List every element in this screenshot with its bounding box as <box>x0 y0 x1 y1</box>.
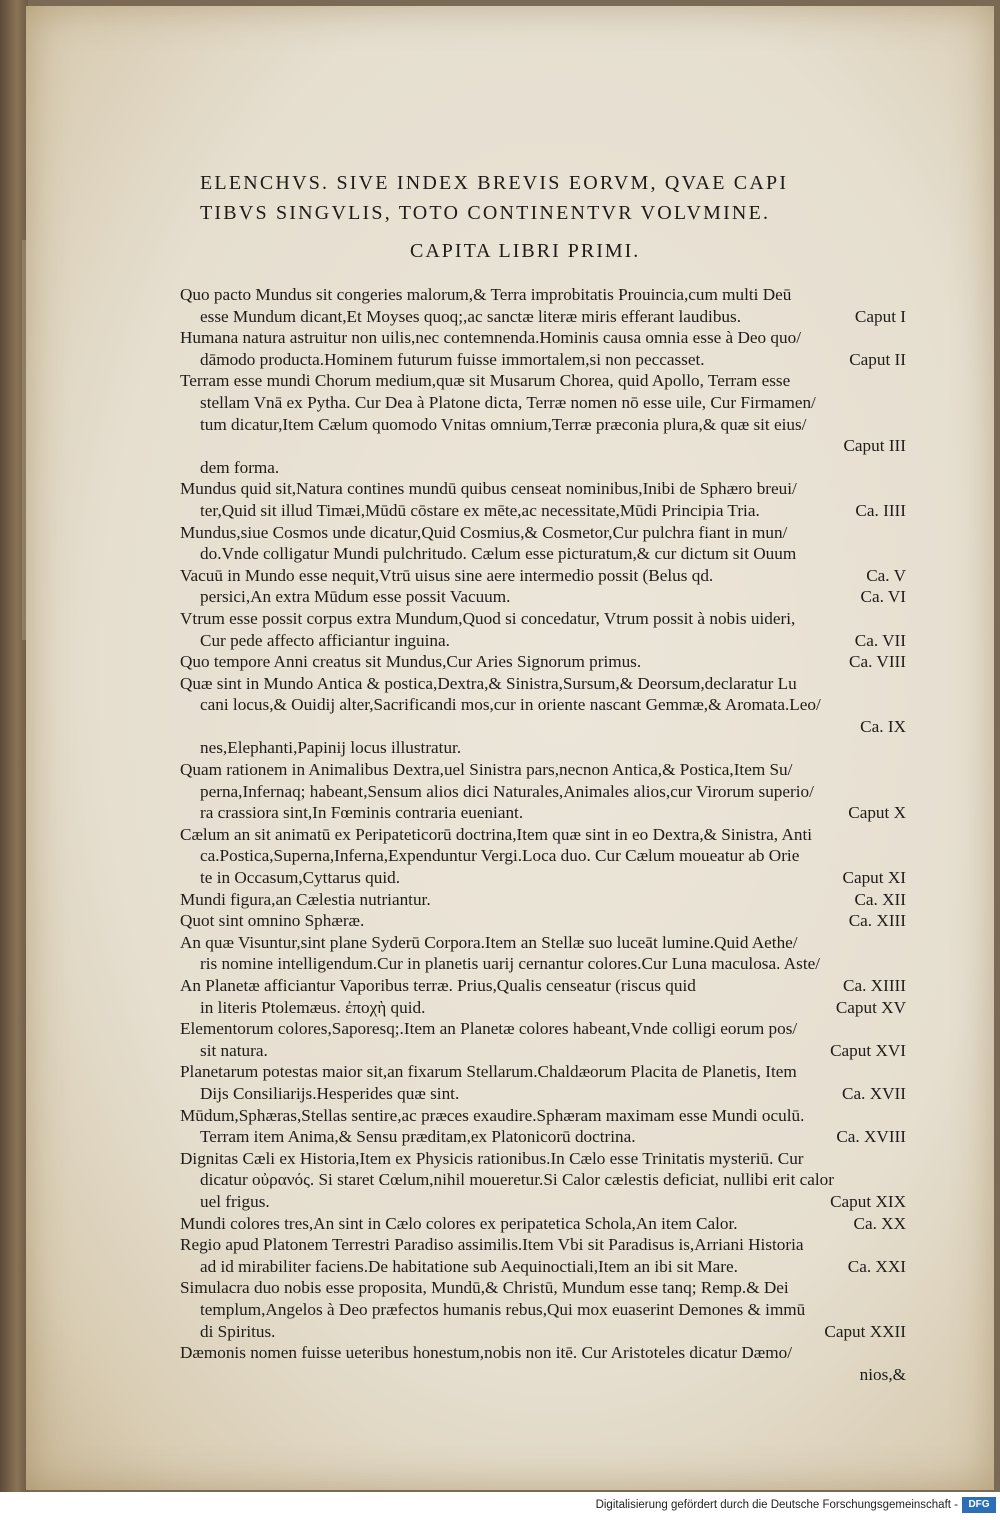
index-line <box>180 586 906 608</box>
entry-text: Quam rationem in Animalibus Dextra,uel Sinistra pars,necnon Antica,& Postica,Item Su/ <box>180 760 793 780</box>
entry-text: Mundus,siue Cosmos unde dicatur,Quid Cosmius,& Cosmetor,Cur pulchra fiant in mun/ <box>180 522 788 542</box>
chapter-ref: Caput I <box>854 306 906 326</box>
chapter-ref: Caput XI <box>842 868 906 888</box>
chapter-ref: Ca. VI <box>860 587 906 607</box>
index-line <box>180 673 906 695</box>
entry-text: Vtrum esse possit corpus extra Mundum,Quod si concedatur, Vtrum possit à nobis uideri, <box>180 608 796 628</box>
index-line <box>180 392 906 414</box>
entry-text: in literis Ptolemæus. ἐποχὴ quid. <box>200 997 426 1017</box>
entry-text: uel frigus. <box>200 1191 270 1211</box>
index-line <box>180 845 906 867</box>
index-line <box>180 651 906 673</box>
chapter-ref: Ca. IX <box>860 716 906 736</box>
entry-text: Terram item Anima,& Sensu præditam,ex Platonicorū doctrina. <box>200 1127 636 1147</box>
index-line <box>180 1191 906 1213</box>
index-line <box>180 1018 906 1040</box>
entry-text: An quæ Visuntur,sint plane Syderū Corpora.Item an Stellæ suo luceāt lumine.Quid Aethe/ <box>180 932 798 952</box>
entry-text: ad id mirabiliter faciens.De habitatione sub Aequinoctiali,Item an ibi sit Mare. <box>200 1256 738 1276</box>
footer-bar <box>0 1492 1000 1520</box>
entry-text: Planetarum potestas maior sit,an fixarum Stellarum.Chaldæorum Placita de Planetis, Item <box>180 1062 797 1082</box>
index-line <box>180 975 906 997</box>
chapter-ref: Ca. IIII <box>855 500 906 520</box>
index-line <box>180 953 906 975</box>
index-line <box>180 1061 906 1083</box>
chapter-ref: Caput II <box>849 349 906 369</box>
entry-text: Quot sint omnino Sphæræ. <box>180 911 365 931</box>
chapter-ref: Caput XVI <box>830 1040 906 1060</box>
entry-text: Mūdum,Sphæras,Stellas sentire,ac præces exaudire.Sphæram maximam esse Mundi oculū. <box>180 1105 805 1125</box>
index-line <box>180 1126 906 1148</box>
entry-text: Quo pacto Mundus sit congeries malorum,& Terra improbitatis Prouincia,cum multi Deū <box>180 285 792 304</box>
index-line <box>180 759 906 781</box>
index-line <box>180 500 906 522</box>
page-title <box>200 168 850 228</box>
index-line <box>180 370 906 392</box>
chapter-ref: Caput X <box>848 803 906 823</box>
index-line <box>180 1040 906 1062</box>
chapter-ref: Ca. XVIII <box>836 1127 906 1147</box>
title-line-2: TIBVS SINGVLIS, TOTO CONTINENTVR VOLVMINE. <box>200 202 771 224</box>
entry-text: An Planetæ afficiantur Vaporibus terræ. Prius,Qualis censeatur (riscus quid <box>180 976 696 995</box>
entry-text: sit natura. <box>200 1040 268 1060</box>
entry-text: Cælum an sit animatū ex Peripateticorū doctrina,Item quæ sint in eo Dextra,& Sinistra, Anti <box>180 824 813 844</box>
entry-text: Quo tempore Anni creatus sit Mundus,Cur Aries Signorum primus. <box>180 652 642 672</box>
entry-text: cani locus,& Ouidij alter,Sacrificandi mos,cur in oriente nascant Gemmæ,& Aromata.Leo/ <box>200 695 821 715</box>
chapter-ref: Ca. XIIII <box>843 976 906 995</box>
index-line <box>180 824 906 846</box>
index-line <box>180 694 906 716</box>
chapter-ref: Ca. XIII <box>848 911 906 931</box>
entry-text: ca.Postica,Superna,Inferna,Expenduntur Vergi.Loca duo. Cur Cælum moueatur ab Orie <box>200 846 800 866</box>
chapter-ref: Ca. XII <box>854 889 906 909</box>
dfg-logo: DFG <box>962 1497 996 1513</box>
index-line <box>180 349 906 371</box>
entry-text: dicatur οὐρανός. Si staret Cœlum,nihil moueretur.Si Calor cælestis deficiat, nullibi erit calor <box>200 1170 834 1190</box>
chapter-ref: Ca. V <box>866 565 906 585</box>
entry-text: nes,Elephanti,Papinij locus illustratur. <box>200 738 462 758</box>
entry-text: persici,An extra Mūdum esse possit Vacuum. <box>200 587 511 607</box>
entry-text: templum,Angelos à Deo præfectos humanis rebus,Qui mox euaserint Demones & immū <box>200 1299 806 1319</box>
index-line <box>180 716 906 738</box>
index-line <box>180 1148 906 1170</box>
entry-text: Mundus quid sit,Natura contines mundū quibus censeat nominibus,Inibi de Sphæro breui/ <box>180 479 797 499</box>
entry-text: Dignitas Cæli ex Historia,Item ex Physicis rationibus.In Cælo esse Trinitatis mysteriū. Cur <box>180 1148 804 1168</box>
index-line <box>180 1169 906 1191</box>
entry-text: Dæmonis nomen fuisse ueteribus honestum,nobis non itē. Cur Aristoteles dicatur Dæmo/ <box>180 1343 793 1363</box>
index-line <box>180 1342 906 1364</box>
index-line <box>180 889 906 911</box>
entry-text: Simulacra duo nobis esse proposita, Mundū,& Christū, Mundum esse tanq; Remp.& Dei <box>180 1278 789 1298</box>
entry-text: Mundi colores tres,An sint in Cælo colores ex peripatetica Schola,An item Calor. <box>180 1213 738 1233</box>
chapter-ref: Caput III <box>843 436 906 456</box>
index-line <box>180 997 906 1019</box>
chapter-ref: Ca. VII <box>854 630 906 650</box>
index-entries <box>180 284 906 1385</box>
entry-text: Dijs Consiliarijs.Hesperides quæ sint. <box>200 1083 460 1103</box>
index-line <box>180 932 906 954</box>
chapter-ref: Ca. XVII <box>842 1083 906 1103</box>
entry-text: Regio apud Platonem Terrestri Paradiso assimilis.Item Vbi sit Paradisus is,Arriani Historia <box>180 1235 804 1255</box>
index-line <box>180 457 906 479</box>
entry-text: perna,Infernaq; habeant,Sensum alios dici Naturales,Animales alios,cur Virorum superio/ <box>200 781 814 801</box>
footer-text: Digitalisierung gefördert durch die Deutsche Forschungsgemeinschaft - <box>595 1499 958 1511</box>
index-line <box>180 435 906 457</box>
index-line <box>180 802 906 824</box>
entry-text: Mundi figura,an Cælestia nutriantur. <box>180 889 431 909</box>
chapter-ref: Ca. XXI <box>847 1256 906 1276</box>
entry-text: di Spiritus. <box>200 1321 276 1341</box>
chapter-ref: Ca. XX <box>853 1213 906 1233</box>
index-line <box>180 1256 906 1278</box>
entry-text: do.Vnde colligatur Mundi pulchritudo. Cælum esse picturatum,& cur dictum sit Ouum <box>200 544 797 564</box>
index-line <box>180 1299 906 1321</box>
index-line <box>180 1321 906 1343</box>
index-line <box>180 284 906 306</box>
entry-text: ra crassiora sint,In Fœminis contraria eueniant. <box>200 803 524 823</box>
index-line <box>180 306 906 328</box>
entry-text: Terram esse mundi Chorum medium,quæ sit Musarum Chorea, quid Apollo, Terram esse <box>180 371 791 391</box>
entry-text: ris nomine intelligendum.Cur in planetis uarij cernantur colores.Cur Luna maculosa. Aste/ <box>200 954 821 974</box>
index-line <box>180 1083 906 1105</box>
index-line <box>180 1234 906 1256</box>
index-line <box>180 737 906 759</box>
chapter-ref: Caput XV <box>835 997 906 1017</box>
index-line <box>180 910 906 932</box>
entry-text: te in Occasum,Cyttarus quid. <box>200 868 401 888</box>
index-line <box>180 565 906 587</box>
index-line <box>180 414 906 436</box>
index-line <box>180 1105 906 1127</box>
index-line <box>180 630 906 652</box>
entry-text: Humana natura astruitur non uilis,nec contemnenda.Hominis causa omnia esse à Deo quo/ <box>180 328 801 348</box>
entry-text: dem forma. <box>200 457 280 477</box>
index-line <box>180 327 906 349</box>
chapter-ref: nios,& <box>859 1364 906 1384</box>
section-heading: CAPITA LIBRI PRIMI. <box>410 240 641 262</box>
entry-text: Cur pede affecto afficiantur inguina. <box>200 630 450 650</box>
index-line <box>180 478 906 500</box>
entry-text: esse Mundum dicant,Et Moyses quoq;,ac sanctæ literæ miris efferant laudibus. <box>200 306 741 326</box>
index-line <box>180 1277 906 1299</box>
chapter-ref: Caput XIX <box>830 1191 906 1211</box>
chapter-ref: Caput XXII <box>824 1321 906 1341</box>
book-binding <box>0 0 28 1492</box>
entry-text: Vacuū in Mundo esse nequit,Vtrū uisus sine aere intermedio possit (Belus qd. <box>180 565 714 585</box>
entry-text: tum dicatur,Item Cælum quomodo Vnitas omnium,Terræ præconia plura,& quæ sit eius/ <box>200 414 807 434</box>
index-line <box>180 608 906 630</box>
index-line <box>180 522 906 544</box>
entry-text: stellam Vnā ex Pytha. Cur Dea à Platone dicta, Terræ nomen nō esse uile, Cur Firmamen/ <box>200 392 816 412</box>
index-line <box>180 543 906 565</box>
index-line <box>180 781 906 803</box>
entry-text: Elementorum colores,Saporesq;.Item an Planetæ colores habeant,Vnde colligi eorum pos/ <box>180 1019 798 1039</box>
entry-text: Quæ sint in Mundo Antica & postica,Dextra,& Sinistra,Sursum,& Deorsum,declaratur Lu <box>180 673 797 693</box>
index-line <box>180 1213 906 1235</box>
index-line <box>180 1364 906 1386</box>
entry-text: dāmodo producta.Hominem futurum fuisse immortalem,si non peccasset. <box>200 349 705 369</box>
chapter-ref: Ca. VIII <box>849 652 906 672</box>
index-line <box>180 867 906 889</box>
entry-text: ter,Quid sit illud Timæi,Mūdū cōstare ex mēte,ac necessitate,Mūdi Principia Tria. <box>200 500 760 520</box>
title-line-1: ELENCHVS. SIVE INDEX BREVIS EORVM, QVAE CAPI <box>200 172 789 194</box>
